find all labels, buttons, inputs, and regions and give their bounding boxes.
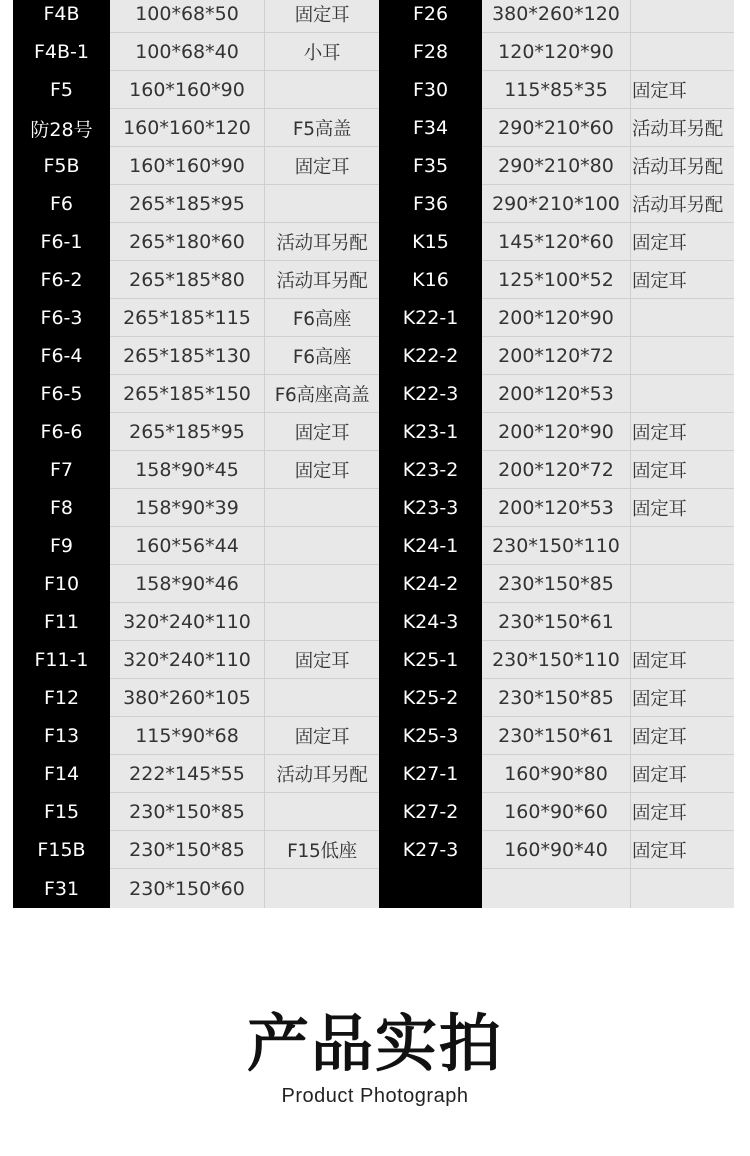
- model-cell: K27-2: [379, 793, 482, 831]
- note-cell: 固定耳: [631, 413, 734, 451]
- note-cell: 固定耳: [631, 793, 734, 831]
- note-cell: [265, 565, 379, 603]
- size-cell: 200*120*90: [482, 413, 631, 451]
- model-cell: K23-3: [379, 489, 482, 527]
- size-cell: 160*160*90: [110, 147, 265, 185]
- model-cell: K22-2: [379, 337, 482, 375]
- size-cell: 200*120*90: [482, 299, 631, 337]
- model-cell: F6-1: [13, 223, 110, 261]
- section-subtitle: Product Photograph: [281, 1085, 469, 1107]
- size-cell: 145*120*60: [482, 223, 631, 261]
- note-cell: [631, 0, 734, 33]
- size-cell: 100*68*40: [110, 33, 265, 71]
- model-cell: K23-2: [379, 451, 482, 489]
- model-cell: F34: [379, 109, 482, 147]
- section-title: 产品实拍: [246, 1007, 503, 1080]
- model-cell: F14: [13, 755, 110, 793]
- size-cell: 230*150*61: [482, 717, 631, 755]
- model-cell: F15B: [13, 831, 110, 869]
- note-cell: [265, 489, 379, 527]
- note-cell: 固定耳: [265, 641, 379, 679]
- model-cell: K27-3: [379, 831, 482, 869]
- note-cell: 固定耳: [631, 717, 734, 755]
- model-cell: [379, 869, 482, 908]
- size-cell: 265*185*95: [110, 413, 265, 451]
- model-cell: F9: [13, 527, 110, 565]
- note-cell: 活动耳另配: [631, 147, 734, 185]
- model-cell: F13: [13, 717, 110, 755]
- model-cell: F11: [13, 603, 110, 641]
- model-cell: F4B-1: [13, 33, 110, 71]
- size-cell: 290*210*100: [482, 185, 631, 223]
- note-cell: F6高座高盖: [265, 375, 379, 413]
- note-cell: [265, 527, 379, 565]
- model-cell: F26: [379, 0, 482, 33]
- model-cell: F6: [13, 185, 110, 223]
- model-cell: K24-3: [379, 603, 482, 641]
- note-cell: [631, 375, 734, 413]
- model-cell: K16: [379, 261, 482, 299]
- size-cell: 230*150*85: [482, 565, 631, 603]
- model-cell: F30: [379, 71, 482, 109]
- size-cell: 320*240*110: [110, 641, 265, 679]
- note-cell: [631, 603, 734, 641]
- model-cell: K22-3: [379, 375, 482, 413]
- note-cell: [631, 565, 734, 603]
- size-cell: 160*160*90: [110, 71, 265, 109]
- note-cell: 固定耳: [631, 451, 734, 489]
- note-cell: [631, 337, 734, 375]
- model-cell: K23-1: [379, 413, 482, 451]
- model-cell: F6-3: [13, 299, 110, 337]
- size-cell: 230*150*110: [482, 641, 631, 679]
- size-cell: 230*150*61: [482, 603, 631, 641]
- note-cell: 固定耳: [631, 223, 734, 261]
- note-cell: 小耳: [265, 33, 379, 71]
- note-cell: [265, 71, 379, 109]
- size-cell: 265*185*95: [110, 185, 265, 223]
- size-cell: 230*150*60: [110, 869, 265, 908]
- size-cell: 265*185*130: [110, 337, 265, 375]
- note-cell: 活动耳另配: [265, 261, 379, 299]
- model-cell: F5: [13, 71, 110, 109]
- size-cell: 120*120*90: [482, 33, 631, 71]
- size-cell: 320*240*110: [110, 603, 265, 641]
- model-cell: K25-1: [379, 641, 482, 679]
- size-cell: 158*90*45: [110, 451, 265, 489]
- model-cell: K24-1: [379, 527, 482, 565]
- note-cell: 活动耳另配: [265, 223, 379, 261]
- model-cell: F11-1: [13, 641, 110, 679]
- size-cell: 265*180*60: [110, 223, 265, 261]
- model-cell: F15: [13, 793, 110, 831]
- note-cell: 活动耳另配: [631, 109, 734, 147]
- size-cell: 200*120*72: [482, 337, 631, 375]
- size-cell: 160*160*120: [110, 109, 265, 147]
- note-cell: 固定耳: [631, 71, 734, 109]
- model-cell: K15: [379, 223, 482, 261]
- size-cell: 290*210*60: [482, 109, 631, 147]
- size-cell: 200*120*72: [482, 451, 631, 489]
- model-cell: F8: [13, 489, 110, 527]
- note-cell: F6高座: [265, 299, 379, 337]
- model-cell: F12: [13, 679, 110, 717]
- note-cell: [631, 33, 734, 71]
- model-cell: F6-4: [13, 337, 110, 375]
- model-cell: 防28号: [13, 109, 110, 147]
- size-cell: 380*260*105: [110, 679, 265, 717]
- size-cell: 230*150*85: [110, 831, 265, 869]
- note-cell: 固定耳: [265, 717, 379, 755]
- spec-table: [13, 0, 734, 913]
- note-cell: F6高座: [265, 337, 379, 375]
- note-cell: 活动耳另配: [631, 185, 734, 223]
- note-cell: 活动耳另配: [265, 755, 379, 793]
- note-cell: [265, 793, 379, 831]
- size-cell: [482, 869, 631, 908]
- note-cell: [631, 299, 734, 337]
- size-cell: 222*145*55: [110, 755, 265, 793]
- note-cell: 固定耳: [265, 147, 379, 185]
- size-cell: 200*120*53: [482, 375, 631, 413]
- model-cell: F28: [379, 33, 482, 71]
- size-cell: 125*100*52: [482, 261, 631, 299]
- model-cell: F6-6: [13, 413, 110, 451]
- note-cell: [265, 603, 379, 641]
- size-cell: 265*185*115: [110, 299, 265, 337]
- note-cell: [631, 527, 734, 565]
- model-cell: K25-3: [379, 717, 482, 755]
- note-cell: 固定耳: [631, 755, 734, 793]
- model-cell: K27-1: [379, 755, 482, 793]
- size-cell: 230*150*85: [482, 679, 631, 717]
- model-cell: F35: [379, 147, 482, 185]
- model-cell: K25-2: [379, 679, 482, 717]
- model-cell: F10: [13, 565, 110, 603]
- size-cell: 265*185*150: [110, 375, 265, 413]
- note-cell: 固定耳: [631, 489, 734, 527]
- size-cell: 265*185*80: [110, 261, 265, 299]
- note-cell: 固定耳: [631, 261, 734, 299]
- size-cell: 230*150*110: [482, 527, 631, 565]
- size-cell: 160*90*40: [482, 831, 631, 869]
- note-cell: 固定耳: [631, 641, 734, 679]
- model-cell: F36: [379, 185, 482, 223]
- note-cell: 固定耳: [631, 831, 734, 869]
- size-cell: 200*120*53: [482, 489, 631, 527]
- note-cell: 固定耳: [631, 679, 734, 717]
- size-cell: 160*56*44: [110, 527, 265, 565]
- note-cell: 固定耳: [265, 0, 379, 33]
- model-cell: F31: [13, 869, 110, 908]
- note-cell: [265, 869, 379, 908]
- model-cell: K22-1: [379, 299, 482, 337]
- size-cell: 380*260*120: [482, 0, 631, 33]
- size-cell: 290*210*80: [482, 147, 631, 185]
- note-cell: 固定耳: [265, 451, 379, 489]
- note-cell: 固定耳: [265, 413, 379, 451]
- size-cell: 160*90*60: [482, 793, 631, 831]
- size-cell: 115*90*68: [110, 717, 265, 755]
- model-cell: F4B: [13, 0, 110, 33]
- size-cell: 230*150*85: [110, 793, 265, 831]
- size-cell: 158*90*39: [110, 489, 265, 527]
- size-cell: 100*68*50: [110, 0, 265, 33]
- model-cell: K24-2: [379, 565, 482, 603]
- note-cell: [631, 869, 734, 908]
- note-cell: [265, 679, 379, 717]
- model-cell: F6-5: [13, 375, 110, 413]
- size-cell: 115*85*35: [482, 71, 631, 109]
- size-cell: 160*90*80: [482, 755, 631, 793]
- size-cell: 158*90*46: [110, 565, 265, 603]
- model-cell: F7: [13, 451, 110, 489]
- note-cell: F5高盖: [265, 109, 379, 147]
- note-cell: F15低座: [265, 831, 379, 869]
- note-cell: [265, 185, 379, 223]
- model-cell: F5B: [13, 147, 110, 185]
- model-cell: F6-2: [13, 261, 110, 299]
